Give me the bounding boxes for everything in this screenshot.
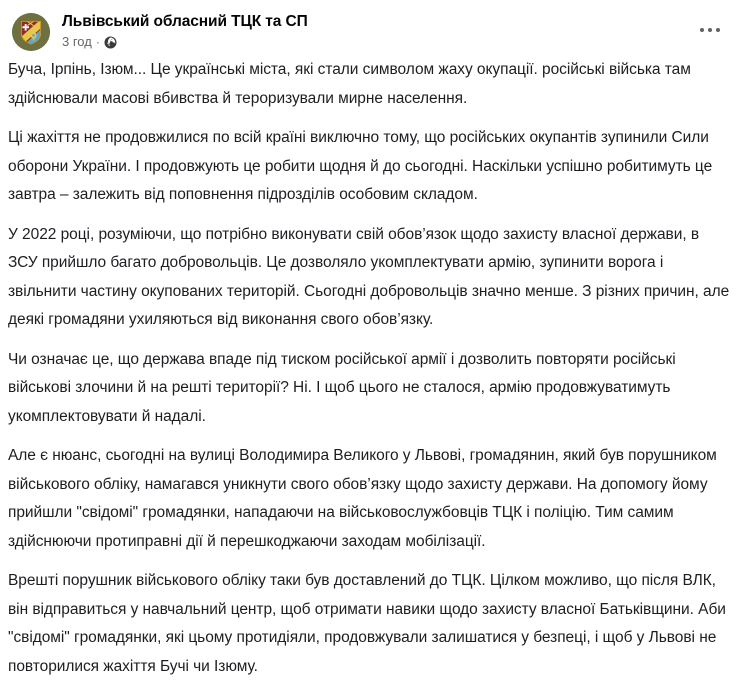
post-paragraph: У 2022 році, розуміючи, що потрібно виконувати свій обов’язок щодо захисту власної держави, в ЗСУ прийшло багато добровольців. Це дозволяло укомплектувати армію, зупинити ворога і звільнити частину окупованих територій. Сьогодні добровольців значно менше. З різних причин, але деякі громадяни ухиляються від виконання свого обов’язку. bbox=[8, 225, 730, 328]
post-paragraph: Ці жахіття не продовжилися по всій країні виключно тому, що російських окупантів зупинили Сили оборони України. І продовжують це робити щодня й до сьогодні. Наскільки успішно робитимуть це завтра – залежить від поповнення підрозділів особовим складом. bbox=[8, 129, 713, 203]
post-meta bbox=[62, 34, 692, 50]
post-paragraph: Але є нюанс, сьогодні на вулиці Володимира Великого у Львові, громадянин, який був порушником військового обліку, намагався уникнути свого обов’язку щодо захисту держави. На допомогу йому прийшли "свідомі" громадянки, нападаючи на військовослужбовців ТЦК і поліцію. Тим самим здійснюючи протиправні дії й перешкоджаючи заходам мобілізації. bbox=[8, 447, 717, 550]
post-header-text bbox=[62, 12, 692, 50]
post-header bbox=[0, 0, 740, 50]
post-paragraph: Врешті порушник військового обліку таки був доставлений до ТЦК. Цілком можливо, що після ВЛК, він відправиться у навчальний центр, щоб отримати навики щодо захисту власної Батьківщини. Аби "свідомі" громадянки, які цьому протидіяли, продовжували залишатися у безпеці, і щоб у Львові не повторилися жахіття Бучі чи Ізюму. bbox=[8, 572, 726, 675]
dot-1 bbox=[700, 28, 705, 33]
dot-2 bbox=[708, 28, 713, 33]
post-paragraph: Чи означає це, що держава впаде під тиском російської армії і дозволить повторяти російські військові злочини й на решті території? Ні. І щоб цього не сталося, армію продовжуватимуть укомплектовувати й надалі. bbox=[8, 350, 676, 425]
page-name[interactable]: Львівський обласний ТЦК та СП bbox=[62, 13, 308, 30]
post-timestamp[interactable]: 3 год bbox=[62, 34, 92, 49]
globe-public-icon[interactable] bbox=[104, 36, 117, 49]
post-body bbox=[0, 56, 740, 681]
meta-separator: · bbox=[95, 35, 100, 49]
avatar[interactable] bbox=[12, 13, 50, 51]
post-paragraph: Буча, Ірпінь, Ізюм... Це українські міста, які стали символом жаху окупації. російські війська там здійснювали масові вбивства й тероризували мирне населення. bbox=[8, 61, 691, 107]
dot-3 bbox=[716, 28, 721, 33]
more-options-button[interactable] bbox=[692, 12, 728, 48]
military-shield-emblem-icon bbox=[12, 13, 50, 51]
